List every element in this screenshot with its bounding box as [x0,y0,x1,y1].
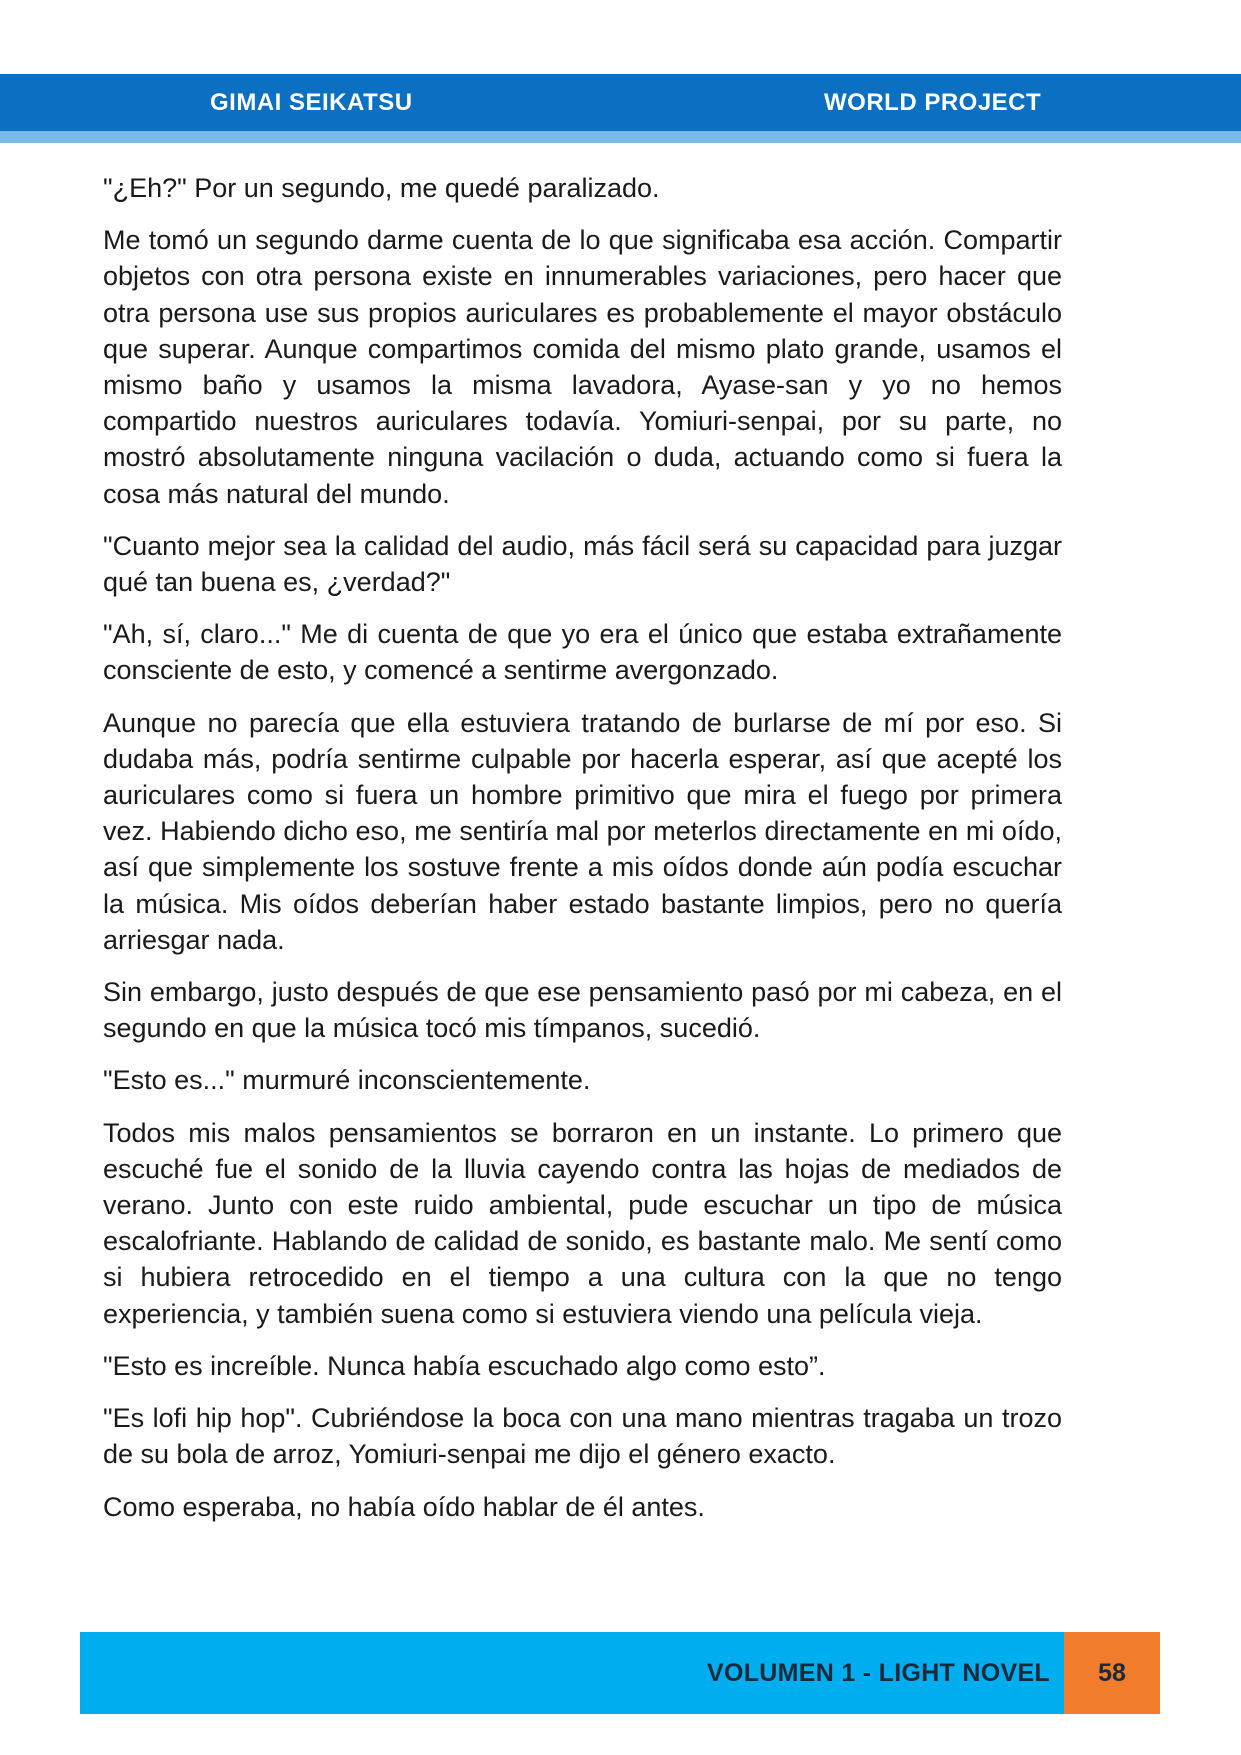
paragraph-10: "Es lofi hip hop". Cubriéndose la boca con una mano mientras tragaba un trozo de su bola de arroz, Yomiuri-senpai me dijo el género exacto. [103,1403,1062,1470]
paragraph-9: "Esto es increíble. Nunca había escuchado algo como esto”. [103,1350,826,1381]
paragraph-1: "¿Eh?" Por un segundo, me quedé paralizado. [103,173,660,203]
paragraph-11: Como esperaba, no había oído hablar de él antes. [103,1491,705,1522]
paragraph-3: "Cuanto mejor sea la calidad del audio, más fácil será su capacidad para juzgar qué tan buena es, ¿verdad?" [103,530,1062,598]
footer-volume-label: VOLUMEN 1 - LIGHT NOVEL [706,1659,1050,1687]
paragraph-5: Aunque no parecía que ella estuviera tratando de burlarse de mí por eso. Si dudaba más, podría sentirme culpable por hacerla esperar, así que acepté los auriculares como si fuera un hombre primitivo que mira el fuego por primera vez. Habiendo dicho eso, me sentiría mal por meterlos directamente en mi oído, así que simplemente los sostuve frente a mis oídos donde aún podía escuchar la música. Mis oídos deberían haber estado bastante limpios, pero no quería arriesgar nada. [103,707,1062,955]
paragraph-2: Me tomó un segundo darme cuenta de lo que significaba esa acción. Compartir objetos con otra persona existe en innumerables variaciones, pero hacer que otra persona use sus propios auriculares es probablemente el mayor obstáculo que superar. Aunque compartimos comida del mismo plato grande, usamos el mismo baño y usamos la misma lavadora, Ayase-san y yo no hemos compartido nuestros auriculares todavía. Yomiuri-senpai, por su parte, no mostró absolutamente ninguna vacilación o duda, actuando como si fuera la cosa más natural del mundo. [103,225,1062,509]
header-band [0,74,1241,131]
page-body [103,170,1062,1541]
paragraph-7: "Esto es..." murmuré inconscientemente. [103,1065,591,1096]
paragraph-6: Sin embargo, justo después de que ese pensamiento pasó por mi cabeza, en el segundo en que la música tocó mis tímpanos, sucedió. [103,977,1062,1044]
page-number: 58 [1064,1632,1160,1714]
paragraph-8: Todos mis malos pensamientos se borraron en un instante. Lo primero que escuché fue el sonido de la lluvia cayendo contra las hojas de mediados de verano. Junto con este ruido ambiental, pude escuchar un tipo de música escalofriante. Hablando de calidad de sonido, es bastante malo. Me sentí como si hubiera retrocedido en el tiempo a una cultura con la que no tengo experiencia, y también suena como si estuviera viendo una película vieja. [103,1117,1062,1329]
header-underline [0,131,1241,143]
header-group-title: WORLD PROJECT [824,89,1042,116]
paragraph-4: "Ah, sí, claro..." Me di cuenta de que yo era el único que estaba extrañamente consciente de esto, y comencé a sentirme avergonzado. [103,619,1062,686]
header-series-title: GIMAI SEIKATSU [210,89,413,116]
